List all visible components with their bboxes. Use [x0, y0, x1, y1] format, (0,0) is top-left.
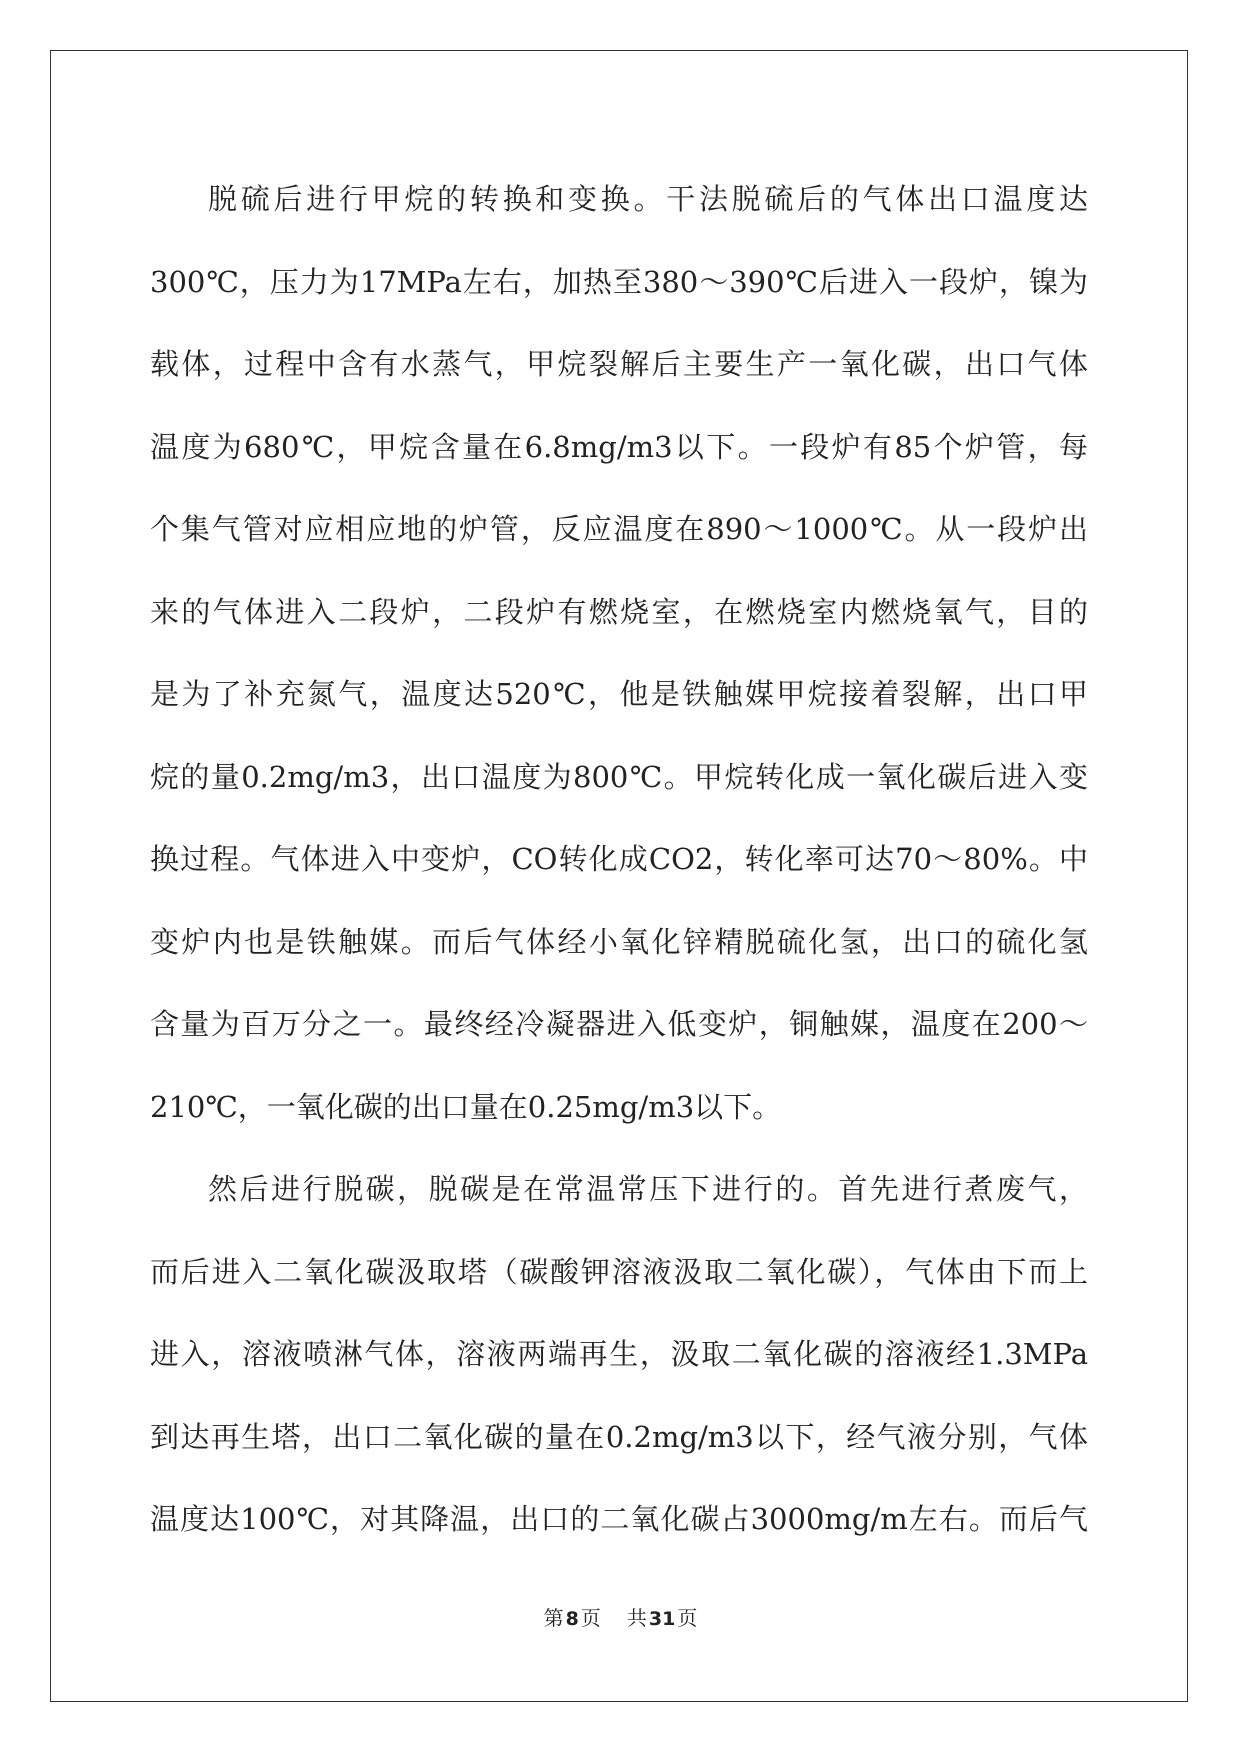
text-line: 变炉内也是铁触媒。而后气体经小氧化锌精脱硫化氢，出口的硫化氢 — [150, 924, 1088, 959]
document-body — [150, 158, 1088, 1561]
text-line: 含量为百万分之一。最终经冷凝器进入低变炉，铜触媒，温度在200～ — [150, 1007, 1088, 1041]
text-line: 换过程。气体进入中变炉，CO转化成CO2，转化率可达70～80%。中 — [150, 842, 1088, 876]
text-line: 到达再生塔，出口二氧化碳的量在0.2mg/m3以下，经气液分别，气体 — [150, 1419, 1088, 1454]
text-line: 而后进入二氧化碳汲取塔（碳酸钾溶液汲取二氧化碳），气体由下而上 — [150, 1254, 1088, 1289]
total-suffix: 页 — [677, 1606, 698, 1630]
total-prefix: 共 — [626, 1606, 647, 1630]
page-prefix: 第 — [543, 1606, 564, 1630]
text-line: 温度为680℃，甲烷含量在6.8mg/m3以下。一段炉有85个炉管，每 — [150, 429, 1088, 464]
paragraph-2 — [150, 1148, 1088, 1561]
page-suffix: 页 — [580, 1606, 601, 1630]
text-line: 个集气管对应相应地的炉管，反应温度在890～1000℃。从一段炉出 — [150, 512, 1088, 546]
page-footer — [0, 1602, 1241, 1631]
text-line: 300℃，压力为17MPa左右，加热至380～390℃后进入一段炉，镍为 — [150, 264, 1088, 299]
text-line: 进入，溶液喷淋气体，溶液两端再生，汲取二氧化碳的溶液经1.3MPa — [150, 1337, 1088, 1371]
text-line: 温度达100℃，对其降温，出口的二氧化碳占3000mg/m左右。而后气 — [150, 1502, 1088, 1536]
text-line: 210℃，一氧化碳的出口量在0.25mg/m3以下。 — [150, 1089, 782, 1124]
paragraph-1 — [150, 158, 1088, 1148]
text-line: 烷的量0.2mg/m3，出口温度为800℃。甲烷转化成一氧化碳后进入变 — [150, 759, 1088, 794]
text-line: 是为了补充氮气，温度达520℃，他是铁触媒甲烷接着裂解，出口甲 — [150, 677, 1088, 711]
text-line: 然后进行脱碳，脱碳是在常温常压下进行的。首先进行煮废气， — [208, 1172, 1088, 1206]
page-number: 8 — [565, 1608, 579, 1630]
text-line: 来的气体进入二段炉，二段炉有燃烧室，在燃烧室内燃烧氧气，目的 — [150, 594, 1088, 629]
text-line: 载体，过程中含有水蒸气，甲烷裂解后主要生产一氧化碳，出口气体 — [150, 347, 1088, 381]
text-line: 脱硫后进行甲烷的转换和变换。干法脱硫后的气体出口温度达 — [208, 182, 1088, 216]
total-pages: 31 — [648, 1608, 676, 1630]
